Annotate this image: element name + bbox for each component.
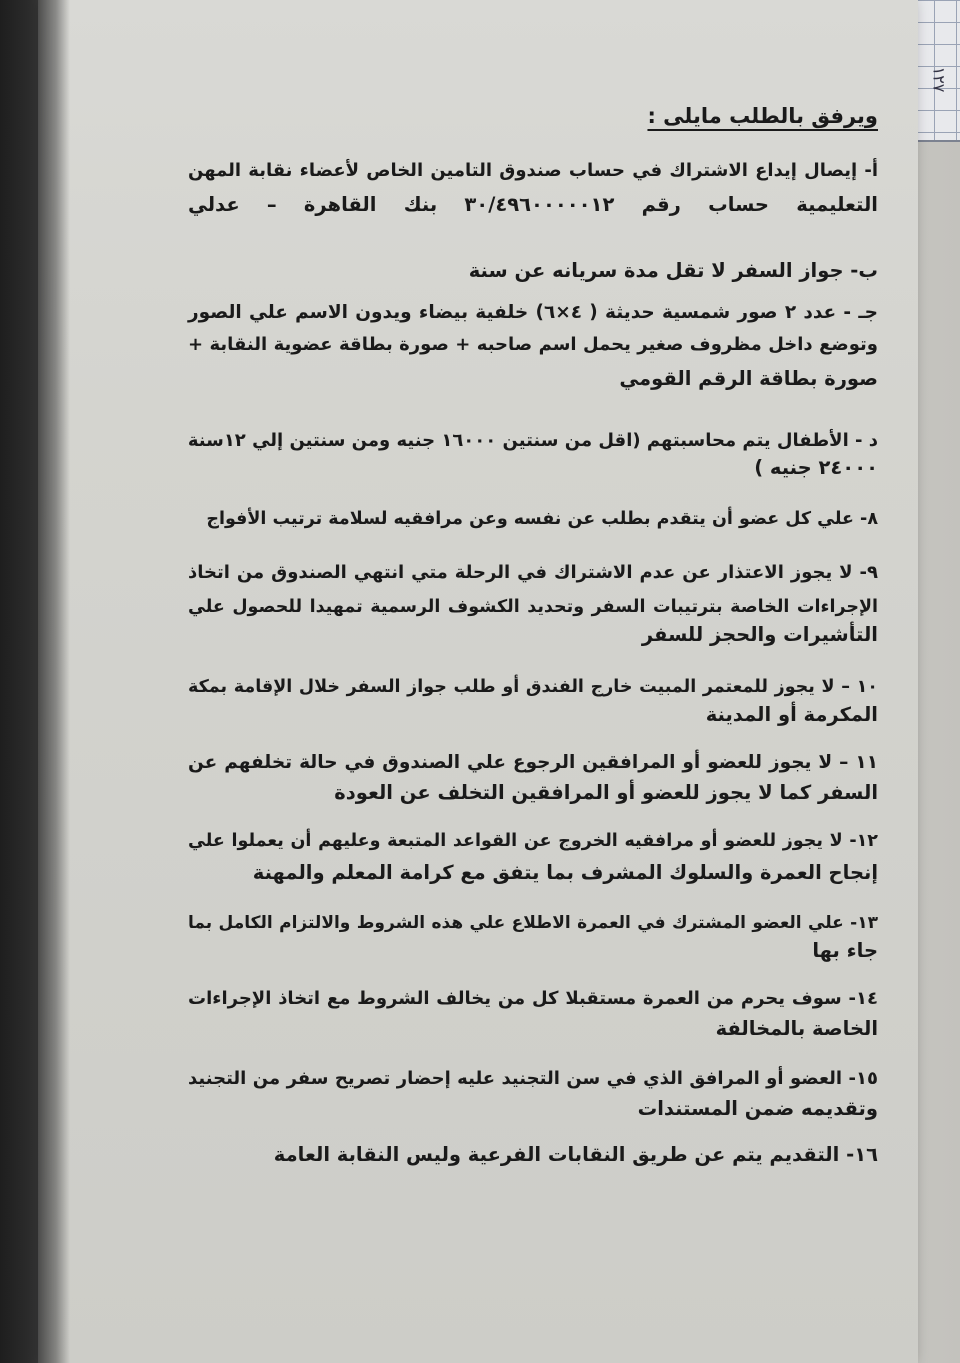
text-line: التعليمية حساب رقم ٣٠/٤٩٦٠٠٠٠٠١٢ بنك القاهرة – عدلي: [188, 193, 878, 216]
text-line: ٩- لا يجوز الاعتذار عن عدم الاشتراك في الرحلة متي انتهي الصندوق من اتخاذ: [188, 562, 878, 583]
corner-handwritten-mark: ١٢٧: [929, 66, 949, 93]
text-line: الإجراءات الخاصة بترتيبات السفر وتحديد الكشوف الرسمية تمهيدا للحصول علي: [188, 597, 878, 617]
text-line: جـ - عدد ٢ صور شمسية حديثة ( ٤×٦) خلفية بيضاء ويدون الاسم علي الصور: [188, 302, 878, 323]
text-line: ب- جواز السفر لا تقل مدة سريانه عن سنة: [468, 259, 878, 282]
text-line: ٨- علي كل عضو أن يتقدم بطلب عن نفسه وعن مرافقيه لسلامة ترتيب الأفواج: [206, 509, 878, 529]
text-line: ١٠ – لا يجوز للمعتمر المبيت خارج الفندق أو طلب جواز السفر خلال الإقامة بمكة: [188, 677, 878, 697]
text-line: ٢٤٠٠٠ جنيه ): [754, 456, 878, 479]
document-page: [38, 0, 918, 1363]
text-line: الخاصة بالمخالفة: [715, 1017, 878, 1040]
text-line: ١٤- سوف يحرم من العمرة مستقبلا كل من يخالف الشروط مع اتخاذ الإجراءات: [188, 988, 878, 1009]
text-line: جاء بها: [812, 939, 878, 962]
text-line: ١٣- علي العضو المشترك في العمرة الاطلاع علي هذه الشروط والالتزام الكامل بما: [188, 913, 878, 933]
text-line: د - الأطفال يتم محاسبتهم (اقل من سنتين ١٦٠٠٠ جنيه ومن سنتين إلي ١٢سنة: [187, 430, 878, 451]
text-line: السفر كما لا يجوز للعضو أو المرافقين التخلف عن العودة: [334, 781, 878, 804]
text-line: ١٦- التقديم يتم عن طريق النقابات الفرعية وليس النقابة العامة: [273, 1143, 878, 1166]
text-line: صورة بطاقة الرقم القومي: [619, 367, 878, 390]
binding-shadow: [0, 0, 70, 1363]
text-line: أ- إيصال إيداع الاشتراك في حساب صندوق التامين الخاص لأعضاء نقابة المهن: [188, 160, 878, 181]
text-line: ١٥- العضو أو المرافق الذي في سن التجنيد عليه إحضار تصريح سفر من التجنيد: [188, 1068, 878, 1089]
text-line: المكرمة أو المدينة: [705, 703, 878, 726]
attachments-heading: ويرفق بالطلب مايلى :: [647, 104, 878, 128]
text-line: وتقديمه ضمن المستندات: [637, 1097, 878, 1120]
text-line: التأشيرات والحجز للسفر: [641, 623, 878, 646]
text-line: إنجاح العمرة والسلوك المشرف بما يتفق مع كرامة المعلم والمهنة: [252, 861, 878, 884]
text-line: ١٢- لا يجوز للعضو أو مرافقيه الخروج عن القواعد المتبعة وعليهم أن يعملوا علي: [188, 831, 878, 851]
text-line: ١١ – لا يجوز للعضو أو المرافقين الرجوع علي الصندوق في حالة تخلفهم عن: [188, 752, 878, 773]
text-line: وتوضع داخل مظروف صغير يحمل اسم صاحبه + صورة بطاقة عضوية النقابة +: [188, 334, 878, 355]
